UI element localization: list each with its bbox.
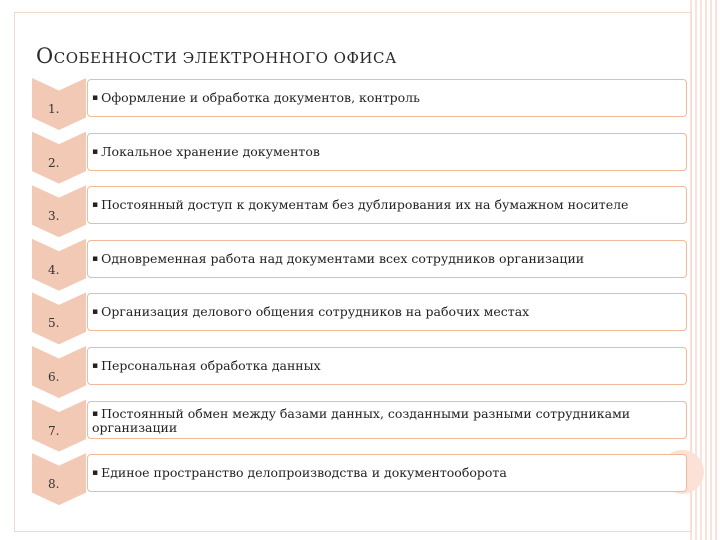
item-number: 1.	[48, 102, 60, 116]
item-number: 4.	[48, 262, 60, 277]
item-text	[92, 305, 682, 319]
item-label: Постоянный доступ к документам без дублирования их на бумажном носителе	[101, 197, 629, 213]
bullet-icon: ▪	[92, 307, 99, 318]
item-number: 5.	[48, 316, 60, 331]
bullet-icon: ▪	[92, 253, 99, 264]
item-label: Одновременная работа над документами всех сотрудников организации	[101, 250, 585, 266]
item-text	[92, 407, 682, 435]
slide-title	[36, 44, 397, 68]
list-item	[32, 453, 692, 505]
list-item	[32, 239, 692, 291]
item-text	[92, 145, 682, 159]
item-text	[92, 198, 682, 212]
item-number: 8.	[48, 477, 60, 492]
item-label: Постоянный обмен между базами данных, созданными разными сотрудниками организации	[92, 405, 631, 435]
item-number: 6.	[48, 369, 60, 384]
item-label: Единое пространство делопроизводства и документооборота	[101, 465, 507, 481]
item-label: Организация делового общения сотрудников на рабочих местах	[101, 304, 530, 320]
item-text	[92, 466, 682, 480]
list-item	[32, 185, 692, 237]
bullet-icon: ▪	[92, 93, 99, 103]
item-text	[92, 91, 682, 105]
bullet-icon: ▪	[92, 360, 99, 371]
item-text	[92, 359, 682, 373]
item-label: Локальное хранение документов	[101, 143, 320, 159]
item-number: 3.	[48, 209, 60, 224]
title-first-letter: О	[36, 44, 54, 68]
bullet-icon: ▪	[92, 468, 99, 479]
bullet-icon: ▪	[92, 200, 99, 211]
item-number: 7.	[48, 423, 60, 438]
feature-list	[32, 78, 692, 507]
title-rest: СОБЕННОСТИ ЭЛЕКТРОННОГО ОФИСА	[53, 49, 397, 67]
list-item	[32, 292, 692, 344]
bullet-icon: ▪	[92, 146, 99, 157]
item-label: Оформление и обработка документов, контроль	[101, 90, 420, 105]
bullet-icon: ▪	[92, 408, 99, 419]
item-label: Персональная обработка данных	[101, 357, 321, 373]
list-item	[32, 400, 692, 452]
item-text	[92, 252, 682, 266]
item-number: 2.	[48, 155, 60, 170]
list-item	[32, 132, 692, 184]
list-item	[32, 78, 692, 130]
list-item	[32, 346, 692, 398]
